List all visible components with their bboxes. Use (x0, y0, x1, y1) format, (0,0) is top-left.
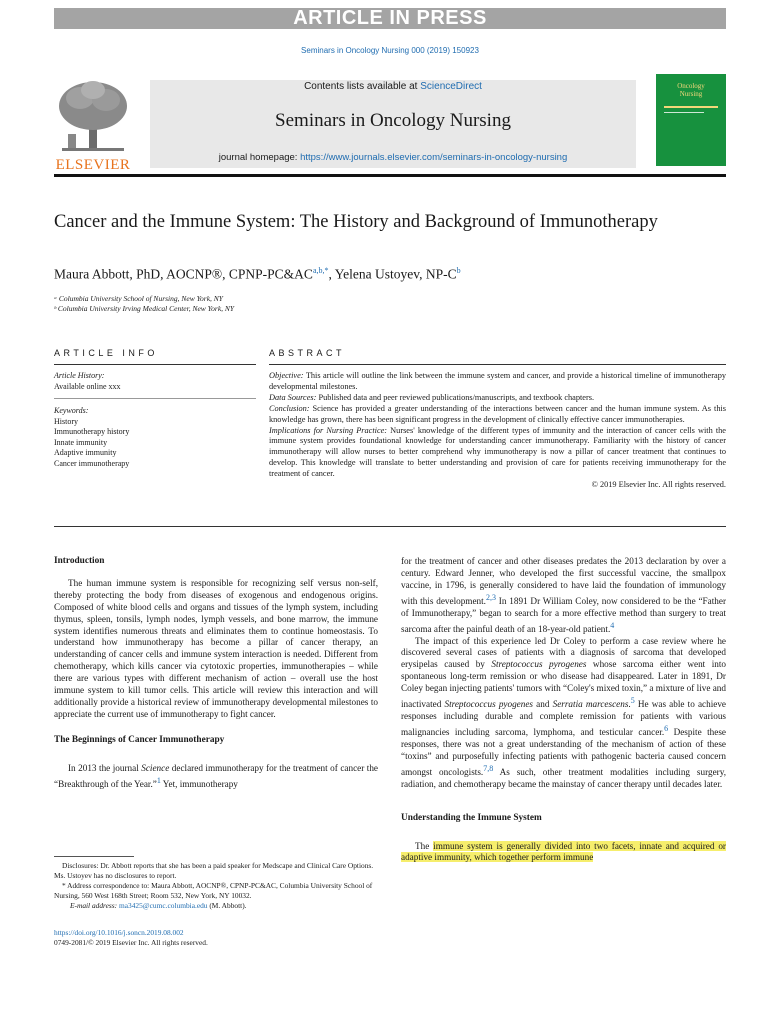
objective-text: This article will outline the link between the immune system and cancer, and provide a historical timeline of immunotherapy developmental milestones. (269, 371, 726, 391)
introduction-heading: Introduction (54, 556, 105, 566)
elsevier-wordmark: ELSEVIER (55, 157, 131, 173)
disclosures-note: Disclosures: Dr. Abbott reports that she has been a paid speaker for Medscape and Clinical Care Options. Ms. Ustoyev has no disclosures to report. (54, 861, 374, 880)
affiliation: ᵇ Columbia University Irving Medical Center, New York, NY (54, 304, 235, 313)
email-link[interactable]: ma3425@cumc.columbia.edu (119, 901, 208, 910)
cover-title-line2: Nursing (679, 90, 703, 98)
species-name: Streptococcus pyogenes (444, 699, 534, 710)
paragraph-text: As such, other treatment modalities including surgery, radiation, and chemotherapy became the mainstay of cancer therapy until decades later. (401, 766, 726, 789)
journal-cover-thumbnail[interactable] (656, 74, 726, 166)
paragraph-text: Despite these responses, there was not a great understanding of the mechanism of action of these “toxins” and purposefully infecting patients with pathogenic bacteria caused concern amongst oncologists. (401, 727, 726, 777)
history-paragraph (401, 556, 726, 636)
affiliation: ᵃ Columbia University School of Nursing, New York, NY (54, 294, 223, 303)
beginnings-paragraph (54, 763, 378, 791)
abstract-bottom-rule (54, 526, 726, 527)
reference-link[interactable]: 7,8 (483, 763, 494, 773)
issn-line: 0749-2081/© 2019 Elsevier Inc. All rights reserved. (54, 938, 208, 947)
author-affiliation-marks[interactable]: b (456, 266, 461, 275)
contents-prefix: Contents lists available at (304, 81, 421, 92)
paragraph-text: Yet, immunotherapy (160, 778, 238, 789)
abstract-rule (269, 364, 726, 365)
reference-link[interactable]: 6 (664, 723, 669, 733)
author-affiliation-marks[interactable]: a,b,* (312, 266, 329, 275)
info-divider (54, 398, 256, 399)
affiliations (54, 294, 234, 314)
paragraph-text: whose sarcoma either went into spontaneous long-term remission or who disease had disappeared. Later in 1891, Dr Coley began injecting patients' tumors with “Coley's mixed toxin,” a mixture of live and inactivated (401, 659, 726, 710)
species-name: Serratia marcescens (552, 699, 629, 710)
species-name: Streptococcus pyrogenes (491, 659, 587, 670)
abstract-conclusion (269, 404, 726, 426)
implications-label: Implications for Nursing Practice: (269, 425, 388, 435)
history-label: Article History: (54, 371, 105, 380)
paragraph-text: In 1891 Dr William Coley, now considered to be the “Father of Immunotherapy,” began to search for a more effective method than surgery to treat sarcoma after the painful death of an 18-year-old patient. (401, 595, 727, 634)
history-value: Available online xxx (54, 381, 121, 391)
beginnings-heading: The Beginnings of Cancer Immunotherapy (54, 734, 225, 745)
abstract-sources (269, 393, 726, 404)
cover-decoration (664, 106, 718, 108)
implications-text: Nurses' knowledge of the different types of immunity and the interaction of cancer cells with the immune system provides foundational knowledge for understanding cancer immunotherapy. Familiarity with the history of cancer immunotherapy will allow nurses to better comprehend why immunotherapy is now a pillar of cancer treatment that continues to develop. This knowledge will translate to better understanding and provision of care for patients receiving immunotherapy for the treatment of cancer. (269, 425, 726, 479)
footnote-rule (54, 856, 134, 857)
doi-link[interactable]: https://doi.org/10.1016/j.soncn.2019.08.002 (54, 928, 184, 937)
cover-title (656, 82, 726, 98)
article-title: Cancer and the Immune System: The History and Background of Immunotherapy (54, 212, 658, 232)
article-info-heading: ARTICLE INFO (54, 348, 158, 358)
homepage-prefix: journal homepage: (218, 152, 301, 163)
reference-link[interactable]: 1 (156, 775, 161, 785)
keyword: Immunotherapy history (54, 427, 130, 437)
reference-link[interactable]: 4 (610, 620, 615, 630)
immune-system-paragraph (401, 841, 726, 865)
footnotes (54, 861, 378, 911)
correspondence-note: * Address correspondence to: Maura Abbott, AOCNP®, CPNP-PC&AC, Columbia University School of Nursing, 560 West 168th Street; Room 532, New York, NY 10032. (54, 881, 373, 900)
reference-link[interactable]: 2,3 (485, 592, 496, 602)
homepage-line (150, 152, 636, 163)
journal-name: Seminars in Oncology Nursing (275, 110, 511, 131)
abstract-heading: ABSTRACT (269, 348, 346, 358)
coley-paragraph (401, 636, 726, 791)
conclusion-label: Conclusion: (269, 403, 310, 413)
author-name[interactable]: Maura Abbott, PhD, AOCNP®, CPNP-PC&AC (54, 266, 313, 282)
article-history (54, 371, 254, 392)
paragraph-text: . (628, 699, 631, 710)
author-name[interactable]: Yelena Ustoyev, NP-C (334, 266, 457, 282)
article-in-press-banner: ARTICLE IN PRESS (54, 8, 726, 29)
elsevier-logo (54, 78, 132, 173)
highlighted-text[interactable]: immune system is generally divided into two facets, innate and acquired or adaptive immunity, which together perform immune (401, 840, 726, 863)
abstract-objective (269, 371, 726, 393)
cover-decoration (664, 112, 704, 113)
abstract-body (269, 371, 726, 491)
paragraph-text: In 2013 the journal (68, 762, 142, 773)
homepage-link[interactable]: https://www.journals.elsevier.com/seminars-in-oncology-nursing (300, 152, 568, 163)
email-suffix: (M. Abbott). (207, 901, 247, 910)
author-separator: , (328, 266, 335, 282)
cover-title-line1: Oncology (677, 82, 705, 90)
abstract-implications (269, 426, 726, 481)
abstract-copyright: © 2019 Elsevier Inc. All rights reserved. (591, 480, 726, 490)
info-rule (54, 364, 256, 365)
paragraph-text: declared immunotherapy for the treatment of cancer the “Breakthrough of the Year.” (54, 762, 378, 789)
author-list (54, 266, 461, 283)
journal-name-italic: Science (141, 762, 170, 773)
left-column (54, 556, 378, 791)
paragraph-text: He was able to achieve responses including durable and complete remission for patients with various malignancies including sarcoma, lymphoma, and testicular cancer. (401, 699, 726, 738)
contents-line (150, 81, 636, 92)
paragraph-text: The (415, 840, 434, 851)
keyword: History (54, 416, 78, 426)
paragraph-text: for the treatment of cancer and other diseases predates the 2013 declaration by over a century. Edward Jenner, who developed the first successful vaccine, the smallpox vaccine, in 1796, is generally considered to have laid the foundation of immunology with this development. (401, 556, 726, 606)
keywords (54, 406, 254, 470)
email-label: E-mail address: (70, 901, 119, 910)
keyword: Adaptive immunity (54, 448, 117, 458)
sciencedirect-link[interactable]: ScienceDirect (420, 81, 482, 92)
sources-label: Data Sources: (269, 392, 317, 402)
paragraph-text: The impact of this experience led Dr Coley to perform a case review where he discovered several cases of patients with a diagnosis of sarcoma that developed erysipelas caused by (401, 635, 726, 670)
reference-link[interactable]: 5 (630, 696, 635, 706)
journal-citation[interactable]: Seminars in Oncology Nursing 000 (2019) 150923 (301, 46, 479, 55)
keywords-label: Keywords: (54, 406, 89, 415)
tree-icon (54, 78, 132, 154)
keyword: Cancer immunotherapy (54, 458, 130, 468)
paragraph-text: and (533, 699, 553, 710)
header-rule (54, 174, 726, 177)
introduction-paragraph: The human immune system is responsible for recognizing self versus non-self, thereby protecting the body from diseases of exogenous and endogenous origins. Composed of white blood cells and organs and tissues of the lymph system, including thymus, spleen, tonsils, lymph nodes, lymph vessels, and bone marrow, the immune system identifies numerous threats and eliminates them to continue homeostasis. To understand how immunotherapy has become a pillar of cancer therapy, an understanding of cancer cells and immune system interaction is needed. Different from chemotherapy, which kills cancer via cytotoxic properties, immunotherapies – while there are various types with different mechanism of action – overall use the host immune system to kill tumor cells. This article will review this interaction and will additionally provide a historical review of immunotherapy developmental milestones to appreciate the current use of immunotherapy to fight cancer. (54, 577, 378, 719)
sources-text: Published data and peer reviewed publications/manuscripts, and textbook chapters. (316, 392, 595, 402)
keyword: Innate immunity (54, 437, 108, 447)
email-note (54, 901, 378, 911)
doi-block (54, 928, 378, 948)
objective-label: Objective: (269, 371, 304, 380)
right-column (401, 556, 726, 864)
conclusion-text: Science has provided a greater understanding of the interactions between cancer and the human immune system. As this knowledge has grown, there has been significant progress in the development of clinically effective cancer immunotherapies. (269, 403, 726, 424)
immune-system-heading: Understanding the Immune System (401, 812, 542, 823)
